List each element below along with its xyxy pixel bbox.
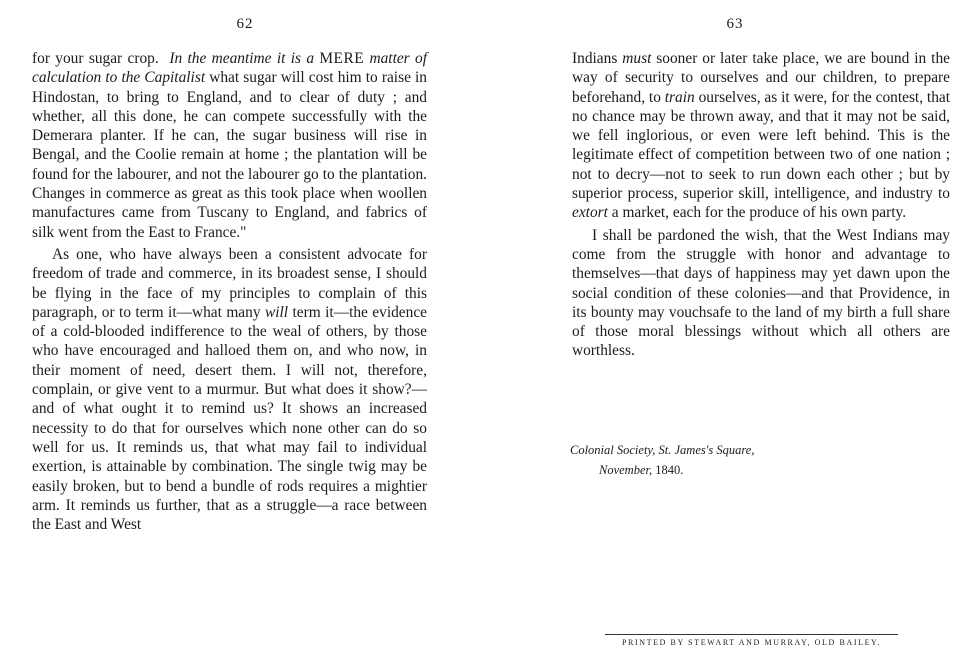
paragraph: I shall be pardoned the wish, that the West Indians may come from the struggle with honor and advantage to themselves—that days of happiness may yet dawn upon the social condition of these colonies—and that Providence, in its bounty may vouchsafe to the land of my birth a full share of those moral blessings without which all others are worthless. [572,226,950,360]
page-number: 63 [726,16,744,32]
left-page-body [32,49,427,534]
paragraph: Indians must sooner or later take place, we are bound in the way of security to ourselves and our children, to prepare beforehand, to train ourselves, as it were, for the contest, that no chance may be thrown away, and that it may not be said, we fell inglorious, or even were left behind. This is the legitimate effect of competition between two of one nation ; not to decry—not to seek to run down each other ; but by superior process, superior skill, intelligence, and industry to extort a market, each for the produce of his own party. [572,50,950,222]
right-page-body [572,49,950,361]
signature-place: Colonial Society, St. James's Square, [570,443,755,457]
paragraph: As one, who have always been a consistent advocate for freedom of trade and commerce, in its broadest sense, I should be flying in the face of my principles to complain of this paragraph, or to term it—what many will term it—the evidence of a cold-blooded indifference to the weal of others, by those who have encouraged and halloed them on, and who now, in their moment of need, desert them. I will not, therefore, complain, or give vent to a murmur. But what does it show?—and of what ought it to remind us? It shows an increased necessity to do that for ourselves which none other can do so well for us. It reminds us, that what may fail to individual exertion, is attainable by combination. The single twig may be easily broken, but to bend a bundle of rods requires a mightier arm. It reminds us further, that as a struggle—a race between the East and West [32,245,427,534]
page-number: 62 [236,16,254,32]
printer-imprint: PRINTED BY STEWART AND MURRAY, OLD BAILEY. [605,634,898,647]
right-page [490,0,980,665]
signature-date: November, 1840. [599,463,684,477]
paragraph: for your sugar crop. In the meantime it is a MERE matter of calculation to the Capitalist what sugar will cost him to raise in Hindostan, to bring to England, and to clear of duty ; and whether, all this done, he can compete successfully with the Demerara planter. If he can, the sugar business will rise in Bengal, and the Coolie remain at home ; the plantation will be found for the labourer, and not the labourer go to the plantation. Changes in commerce as great as this took place when woollen manufactures came from Tuscany to England, and fabrics of silk went from the East to France." [32,50,427,241]
signature-block [570,440,754,480]
